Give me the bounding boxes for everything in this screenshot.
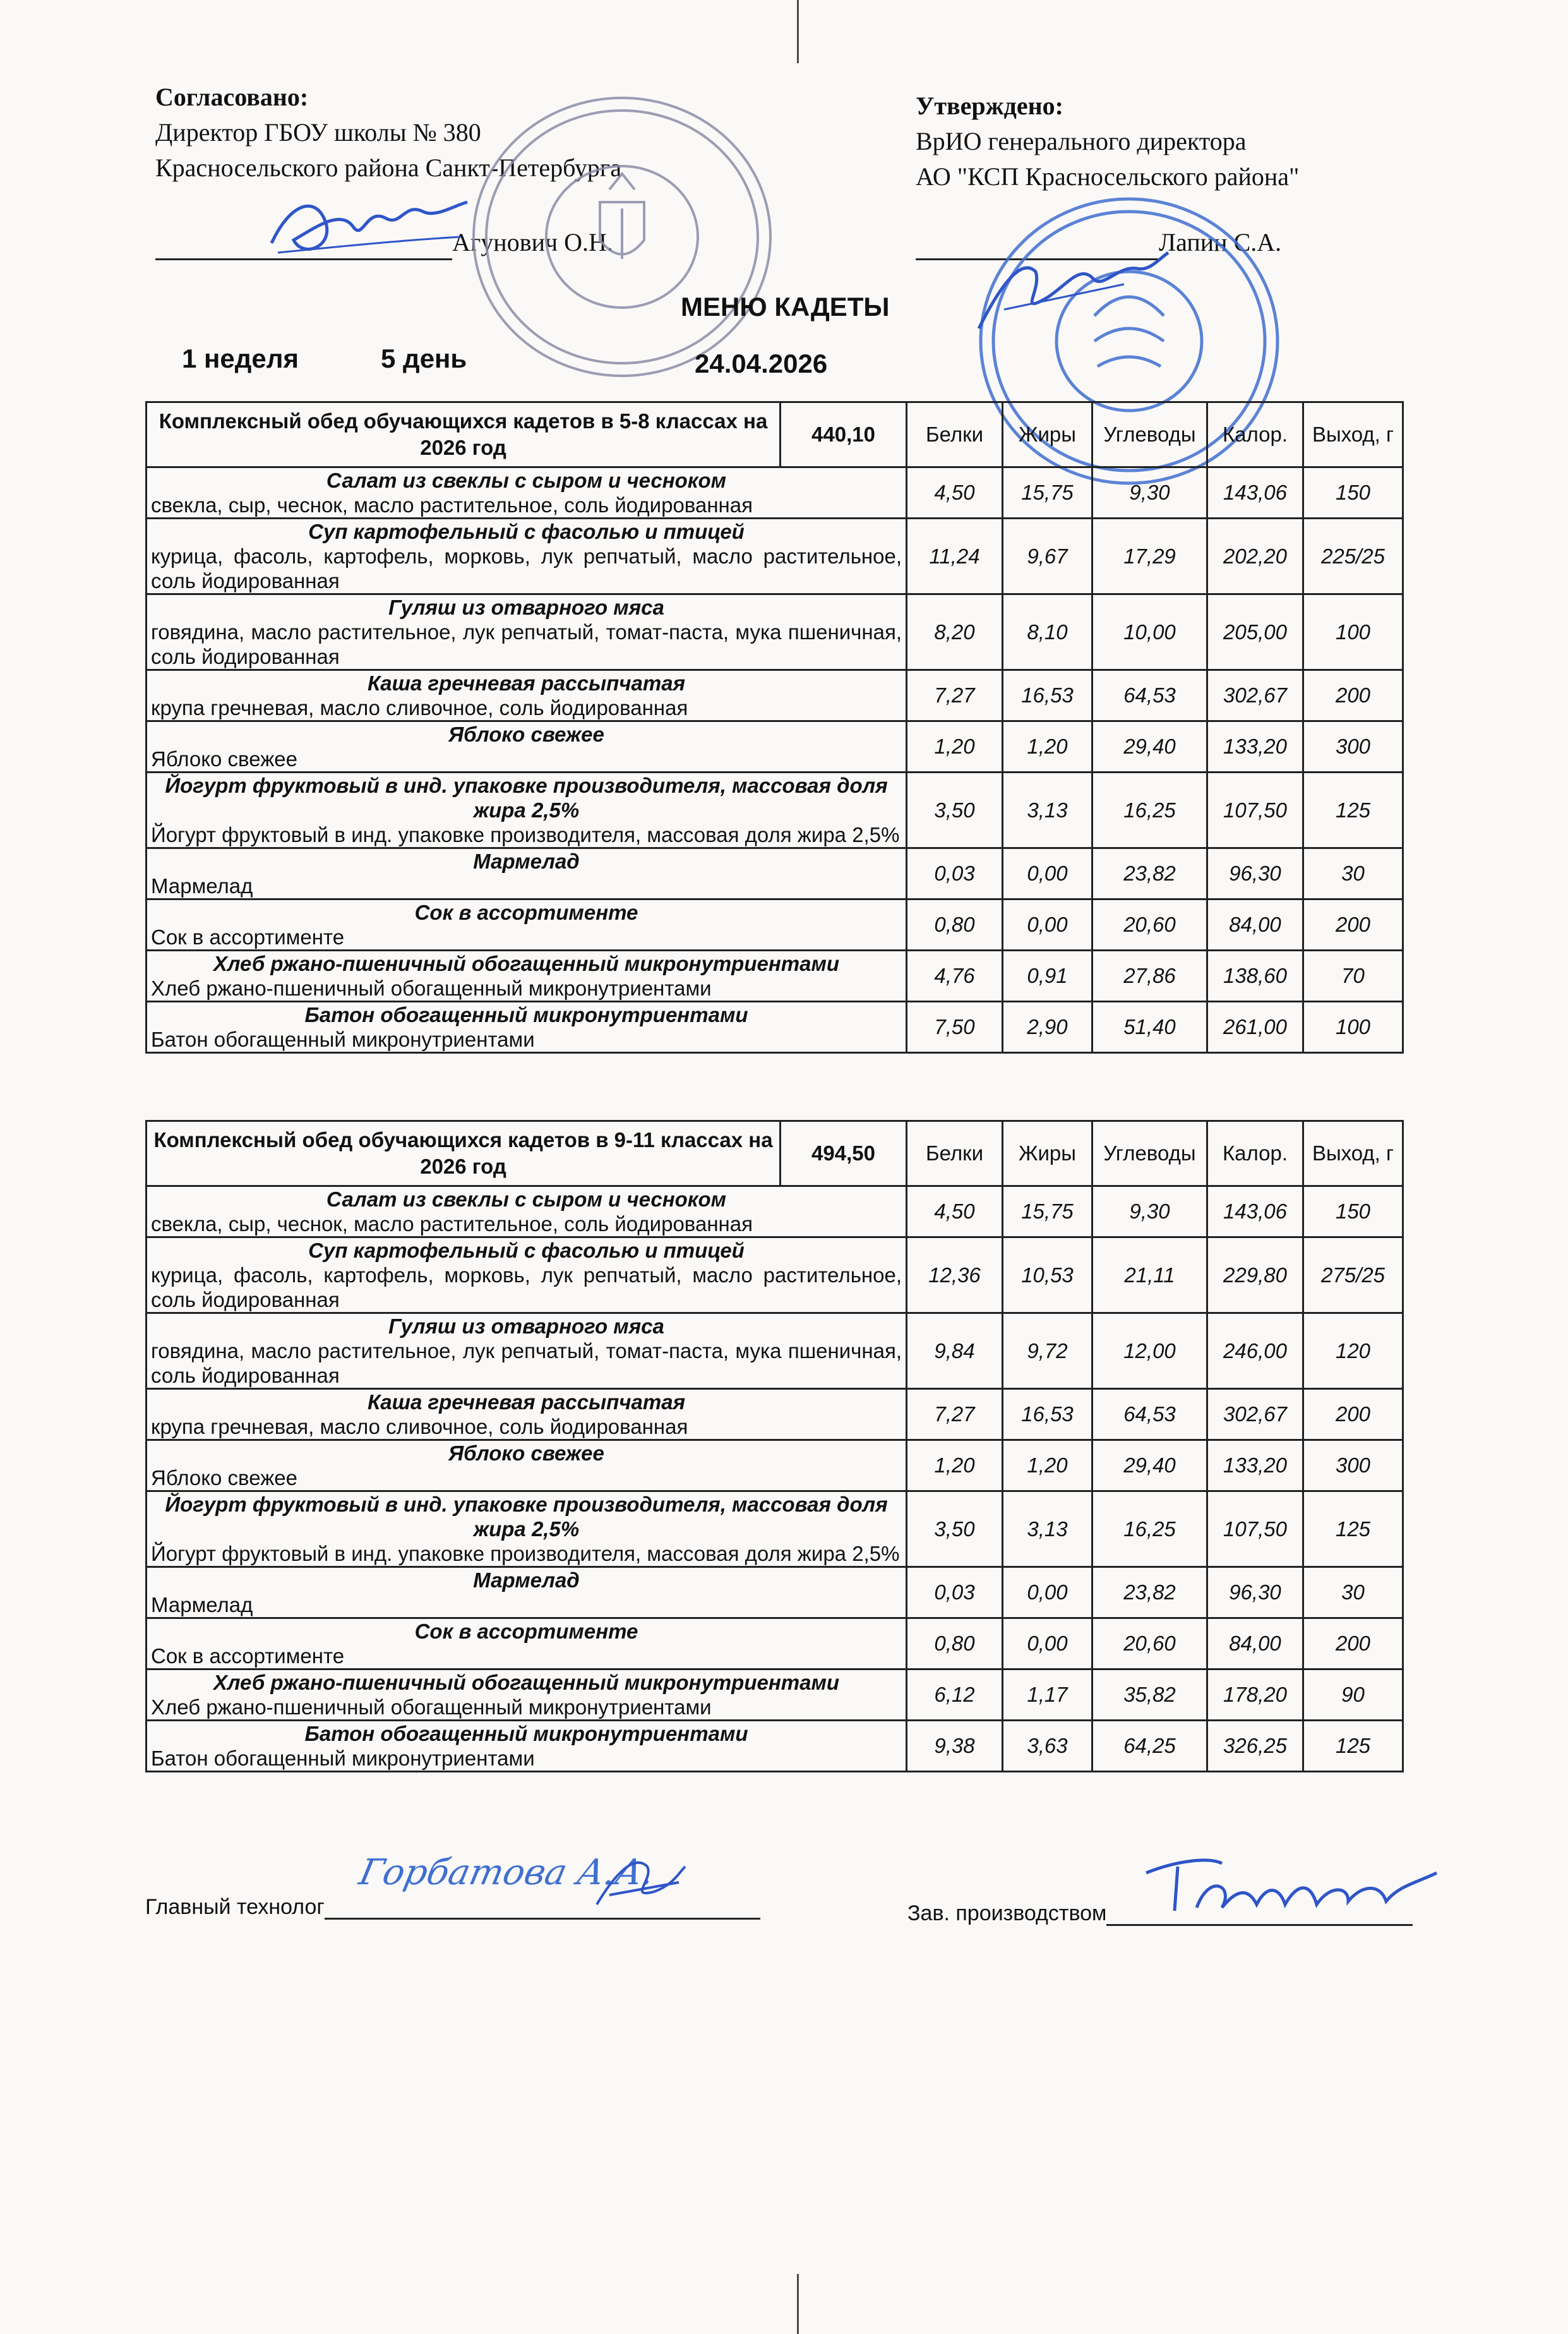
deputy-director-signature (966, 240, 1175, 347)
carbs-value: 64,25 (1092, 1721, 1207, 1772)
calories-value: 143,06 (1207, 1186, 1303, 1237)
dish-cell (147, 1618, 907, 1669)
dish-name: Суп картофельный с фасолью и птицей (308, 1239, 745, 1262)
dish-name: Мармелад (473, 1568, 580, 1592)
dish-name: Хлеб ржано-пшеничный обогащенный микронутриентами (213, 952, 840, 975)
fold-mark-top (797, 0, 799, 63)
dish-name: Салат из свеклы с сыром и чесноком (326, 469, 727, 492)
proteins-value: 0,03 (907, 848, 1003, 899)
yield-value: 275/25 (1303, 1237, 1403, 1313)
yield-value: 125 (1303, 1721, 1403, 1772)
dish-cell (147, 848, 907, 899)
chief-technologist-signature-text: Горбатова А.А. (356, 1852, 659, 1893)
calories-value: 302,67 (1207, 1389, 1303, 1440)
dish-name: Яблоко свежее (448, 1441, 604, 1465)
dish-name: Сок в ассортименте (414, 901, 638, 924)
carbs-value: 9,30 (1092, 467, 1207, 519)
approval-left-line1: Директор ГБОУ школы № 380 (155, 118, 481, 147)
dish-cell (147, 670, 907, 721)
carbs-value: 64,53 (1092, 670, 1207, 721)
calories-value: 107,50 (1207, 1491, 1303, 1567)
dish-ingredients: свекла, сыр, чеснок, масло растительное, соль йодированная (151, 1212, 753, 1236)
dish-name: Каша гречневая рассыпчатая (367, 1390, 686, 1414)
table-title: Комплексный обед обучающихся кадетов в 5-8 классах на 2026 год (147, 402, 781, 467)
yield-value: 30 (1303, 1567, 1403, 1618)
calories-value: 143,06 (1207, 467, 1303, 519)
dish-cell (147, 721, 907, 773)
calories-value: 107,50 (1207, 773, 1303, 848)
menu-row (147, 1237, 1403, 1313)
yield-value: 125 (1303, 773, 1403, 848)
fats-value: 0,91 (1003, 951, 1092, 1002)
dish-ingredients: Батон обогащенный микронутриентами (151, 1747, 535, 1770)
dish-cell (147, 1669, 907, 1721)
dish-name: Батон обогащенный микронутриентами (304, 1003, 748, 1026)
approval-right-line2: АО "КСП Красносельского района" (916, 162, 1300, 191)
dish-cell (147, 1440, 907, 1491)
fats-value: 15,75 (1003, 467, 1092, 519)
dish-cell (147, 1567, 907, 1618)
dish-name: Суп картофельный с фасолью и птицей (308, 520, 745, 543)
column-header-proteins: Белки (907, 1121, 1003, 1186)
proteins-value: 9,84 (907, 1313, 1003, 1389)
dish-ingredients: Батон обогащенный микронутриентами (151, 1028, 535, 1051)
dish-ingredients: говядина, масло растительное, лук репчатый, томат-паста, мука пшеничная, соль йодированная (151, 1339, 902, 1387)
school-seal-stamp (464, 88, 780, 385)
table-header-row (147, 1121, 1403, 1186)
approval-left-signer: Агунович О.Н. (452, 228, 613, 256)
yield-value: 125 (1303, 1491, 1403, 1567)
dish-cell (147, 519, 907, 594)
calories-value: 202,20 (1207, 519, 1303, 594)
menu-row (147, 594, 1403, 670)
yield-value: 200 (1303, 1389, 1403, 1440)
menu-row (147, 670, 1403, 721)
yield-value: 200 (1303, 1618, 1403, 1669)
proteins-value: 1,20 (907, 721, 1003, 773)
dish-name: Гуляш из отварного мяса (388, 596, 664, 619)
dish-ingredients: свекла, сыр, чеснок, масло растительное, соль йодированная (151, 493, 753, 517)
dish-cell (147, 594, 907, 670)
dish-cell (147, 951, 907, 1002)
carbs-value: 16,25 (1092, 773, 1207, 848)
yield-value: 70 (1303, 951, 1403, 1002)
proteins-value: 11,24 (907, 519, 1003, 594)
table-title: Комплексный обед обучающихся кадетов в 9-11 классах на 2026 год (147, 1121, 781, 1186)
dish-ingredients: Яблоко свежее (151, 747, 297, 771)
fats-value: 1,20 (1003, 1440, 1092, 1491)
yield-value: 200 (1303, 899, 1403, 951)
dish-name: Мармелад (473, 850, 580, 873)
dish-name: Йогурт фруктовый в инд. упаковке производителя, массовая доля жира 2,5% (165, 774, 888, 822)
column-header-yield: Выход, г (1303, 402, 1403, 467)
dish-ingredients: говядина, масло растительное, лук репчатый, томат-паста, мука пшеничная, соль йодированная (151, 620, 902, 668)
week-label: 1 неделя (182, 344, 299, 373)
chief-technologist-label: Главный технолог (145, 1895, 325, 1919)
yield-value: 225/25 (1303, 519, 1403, 594)
approval-left-heading: Согласовано: (155, 83, 309, 111)
menu-row (147, 1567, 1403, 1618)
carbs-value: 16,25 (1092, 1491, 1207, 1567)
dish-ingredients: Сок в ассортименте (151, 1644, 345, 1668)
carbs-value: 29,40 (1092, 1440, 1207, 1491)
dish-ingredients: Мармелад (151, 1593, 253, 1616)
menu-row (147, 773, 1403, 848)
table-price: 494,50 (781, 1121, 907, 1186)
fats-value: 8,10 (1003, 594, 1092, 670)
yield-value: 90 (1303, 1669, 1403, 1721)
proteins-value: 4,50 (907, 1186, 1003, 1237)
dish-name: Батон обогащенный микронутриентами (304, 1722, 748, 1745)
dish-cell (147, 1002, 907, 1053)
dish-ingredients: Йогурт фруктовый в инд. упаковке производителя, массовая доля жира 2,5% (151, 823, 900, 846)
column-header-calories: Калор. (1207, 1121, 1303, 1186)
carbs-value: 20,60 (1092, 899, 1207, 951)
dish-cell (147, 773, 907, 848)
proteins-value: 4,76 (907, 951, 1003, 1002)
dish-ingredients: курица, фасоль, картофель, морковь, лук репчатый, масло растительное, соль йодированная (151, 544, 902, 593)
column-header-fats: Жиры (1003, 1121, 1092, 1186)
menu-row (147, 899, 1403, 951)
menu-row (147, 1186, 1403, 1237)
dish-cell (147, 1389, 907, 1440)
menu-table-grades-9-11 (145, 1120, 1404, 1772)
fats-value: 2,90 (1003, 1002, 1092, 1053)
fats-value: 3,13 (1003, 1491, 1092, 1567)
table-header-row (147, 402, 1403, 467)
carbs-value: 10,00 (1092, 594, 1207, 670)
approval-right-heading: Утверждено: (916, 92, 1063, 120)
production-manager-signature (1140, 1848, 1443, 1930)
carbs-value: 35,82 (1092, 1669, 1207, 1721)
column-header-carbs: Углеводы (1092, 1121, 1207, 1186)
director-signature (265, 183, 474, 265)
proteins-value: 9,38 (907, 1721, 1003, 1772)
dish-ingredients: курица, фасоль, картофель, морковь, лук репчатый, масло растительное, соль йодированная (151, 1263, 902, 1311)
fats-value: 1,20 (1003, 721, 1092, 773)
fats-value: 9,67 (1003, 519, 1092, 594)
carbs-value: 51,40 (1092, 1002, 1207, 1053)
dish-ingredients: Яблоко свежее (151, 1466, 297, 1489)
column-header-yield: Выход, г (1303, 1121, 1403, 1186)
carbs-value: 12,00 (1092, 1313, 1207, 1389)
fats-value: 1,17 (1003, 1669, 1092, 1721)
calories-value: 84,00 (1207, 1618, 1303, 1669)
proteins-value: 7,50 (907, 1002, 1003, 1053)
yield-value: 150 (1303, 1186, 1403, 1237)
proteins-value: 7,27 (907, 1389, 1003, 1440)
fats-value: 9,72 (1003, 1313, 1092, 1389)
proteins-value: 3,50 (907, 773, 1003, 848)
calories-value: 96,30 (1207, 1567, 1303, 1618)
yield-value: 120 (1303, 1313, 1403, 1389)
dish-name: Сок в ассортименте (414, 1620, 638, 1643)
menu-row (147, 1440, 1403, 1491)
dish-cell (147, 899, 907, 951)
carbs-value: 21,11 (1092, 1237, 1207, 1313)
menu-row (147, 1389, 1403, 1440)
column-header-fats: Жиры (1003, 402, 1092, 467)
dish-name: Яблоко свежее (448, 723, 604, 746)
proteins-value: 3,50 (907, 1491, 1003, 1567)
menu-row (147, 1491, 1403, 1567)
dish-cell (147, 1313, 907, 1389)
proteins-value: 8,20 (907, 594, 1003, 670)
dish-cell (147, 1491, 907, 1567)
column-header-carbs: Углеводы (1092, 402, 1207, 467)
menu-date: 24.04.2026 (695, 349, 828, 378)
calories-value: 326,25 (1207, 1721, 1303, 1772)
dish-ingredients: Хлеб ржано-пшеничный обогащенный микронутриентами (151, 977, 712, 1000)
menu-row (147, 1669, 1403, 1721)
fats-value: 3,63 (1003, 1721, 1092, 1772)
calories-value: 261,00 (1207, 1002, 1303, 1053)
fats-value: 0,00 (1003, 1567, 1092, 1618)
column-header-proteins: Белки (907, 402, 1003, 467)
carbs-value: 20,60 (1092, 1618, 1207, 1669)
proteins-value: 0,80 (907, 899, 1003, 951)
dish-cell (147, 467, 907, 519)
approval-right-line1: ВрИО генерального директора (916, 127, 1247, 155)
dish-ingredients: крупа гречневая, масло сливочное, соль йодированная (151, 1415, 688, 1438)
table-price: 440,10 (781, 402, 907, 467)
menu-row (147, 1313, 1403, 1389)
fats-value: 10,53 (1003, 1237, 1092, 1313)
dish-ingredients: Мармелад (151, 874, 253, 898)
menu-row (147, 519, 1403, 594)
proteins-value: 0,80 (907, 1618, 1003, 1669)
dish-name: Гуляш из отварного мяса (388, 1314, 664, 1338)
carbs-value: 23,82 (1092, 848, 1207, 899)
yield-value: 200 (1303, 670, 1403, 721)
dish-cell (147, 1186, 907, 1237)
yield-value: 100 (1303, 1002, 1403, 1053)
column-header-calories: Калор. (1207, 402, 1303, 467)
proteins-value: 1,20 (907, 1440, 1003, 1491)
menu-row (147, 467, 1403, 519)
table2-body (147, 1121, 1403, 1772)
calories-value: 138,60 (1207, 951, 1303, 1002)
menu-row (147, 1002, 1403, 1053)
dish-name: Йогурт фруктовый в инд. упаковке производителя, массовая доля жира 2,5% (165, 1493, 888, 1541)
proteins-value: 4,50 (907, 467, 1003, 519)
fats-value: 0,00 (1003, 848, 1092, 899)
yield-value: 300 (1303, 1440, 1403, 1491)
dish-cell (147, 1237, 907, 1313)
yield-value: 100 (1303, 594, 1403, 670)
yield-value: 30 (1303, 848, 1403, 899)
dish-ingredients: Сок в ассортименте (151, 925, 345, 949)
chief-technologist-signature (590, 1848, 691, 1917)
menu-row (147, 951, 1403, 1002)
proteins-value: 6,12 (907, 1669, 1003, 1721)
calories-value: 133,20 (1207, 1440, 1303, 1491)
calories-value: 84,00 (1207, 899, 1303, 951)
menu-row (147, 848, 1403, 899)
fats-value: 16,53 (1003, 670, 1092, 721)
carbs-value: 9,30 (1092, 1186, 1207, 1237)
menu-row (147, 1618, 1403, 1669)
dish-ingredients: крупа гречневая, масло сливочное, соль йодированная (151, 696, 688, 719)
proteins-value: 7,27 (907, 670, 1003, 721)
dish-name: Хлеб ржано-пшеничный обогащенный микронутриентами (213, 1671, 840, 1694)
dish-cell (147, 1721, 907, 1772)
fold-mark-bottom (797, 2274, 799, 2334)
fats-value: 16,53 (1003, 1389, 1092, 1440)
dish-name: Салат из свеклы с сыром и чесноком (326, 1188, 727, 1211)
proteins-value: 12,36 (907, 1237, 1003, 1313)
calories-value: 133,20 (1207, 721, 1303, 773)
chief-technologist-signature-line (325, 1918, 760, 1920)
yield-value: 300 (1303, 721, 1403, 773)
calories-value: 246,00 (1207, 1313, 1303, 1389)
proteins-value: 0,03 (907, 1567, 1003, 1618)
fats-value: 0,00 (1003, 1618, 1092, 1669)
calories-value: 229,80 (1207, 1237, 1303, 1313)
dish-name: Каша гречневая рассыпчатая (367, 671, 686, 695)
calories-value: 302,67 (1207, 670, 1303, 721)
fats-value: 0,00 (1003, 899, 1092, 951)
menu-row (147, 1721, 1403, 1772)
menu-table-grades-5-8 (145, 401, 1404, 1054)
menu-row (147, 721, 1403, 773)
table1-body (147, 402, 1403, 1053)
day-label: 5 день (381, 344, 467, 373)
fats-value: 3,13 (1003, 773, 1092, 848)
carbs-value: 27,86 (1092, 951, 1207, 1002)
dish-ingredients: Хлеб ржано-пшеничный обогащенный микронутриентами (151, 1695, 712, 1719)
calories-value: 96,30 (1207, 848, 1303, 899)
calories-value: 205,00 (1207, 594, 1303, 670)
yield-value: 150 (1303, 467, 1403, 519)
fats-value: 15,75 (1003, 1186, 1092, 1237)
carbs-value: 17,29 (1092, 519, 1207, 594)
menu-title: МЕНЮ КАДЕТЫ (681, 292, 890, 322)
approval-left-line2: Красносельского района Санкт-Петербурга (155, 153, 622, 182)
carbs-value: 29,40 (1092, 721, 1207, 773)
dish-ingredients: Йогурт фруктовый в инд. упаковке производителя, массовая доля жира 2,5% (151, 1542, 900, 1565)
carbs-value: 64,53 (1092, 1389, 1207, 1440)
approval-right-signer: Лапин С.А. (1159, 228, 1282, 256)
production-manager-label: Зав. производством (907, 1901, 1107, 1925)
carbs-value: 23,82 (1092, 1567, 1207, 1618)
calories-value: 178,20 (1207, 1669, 1303, 1721)
